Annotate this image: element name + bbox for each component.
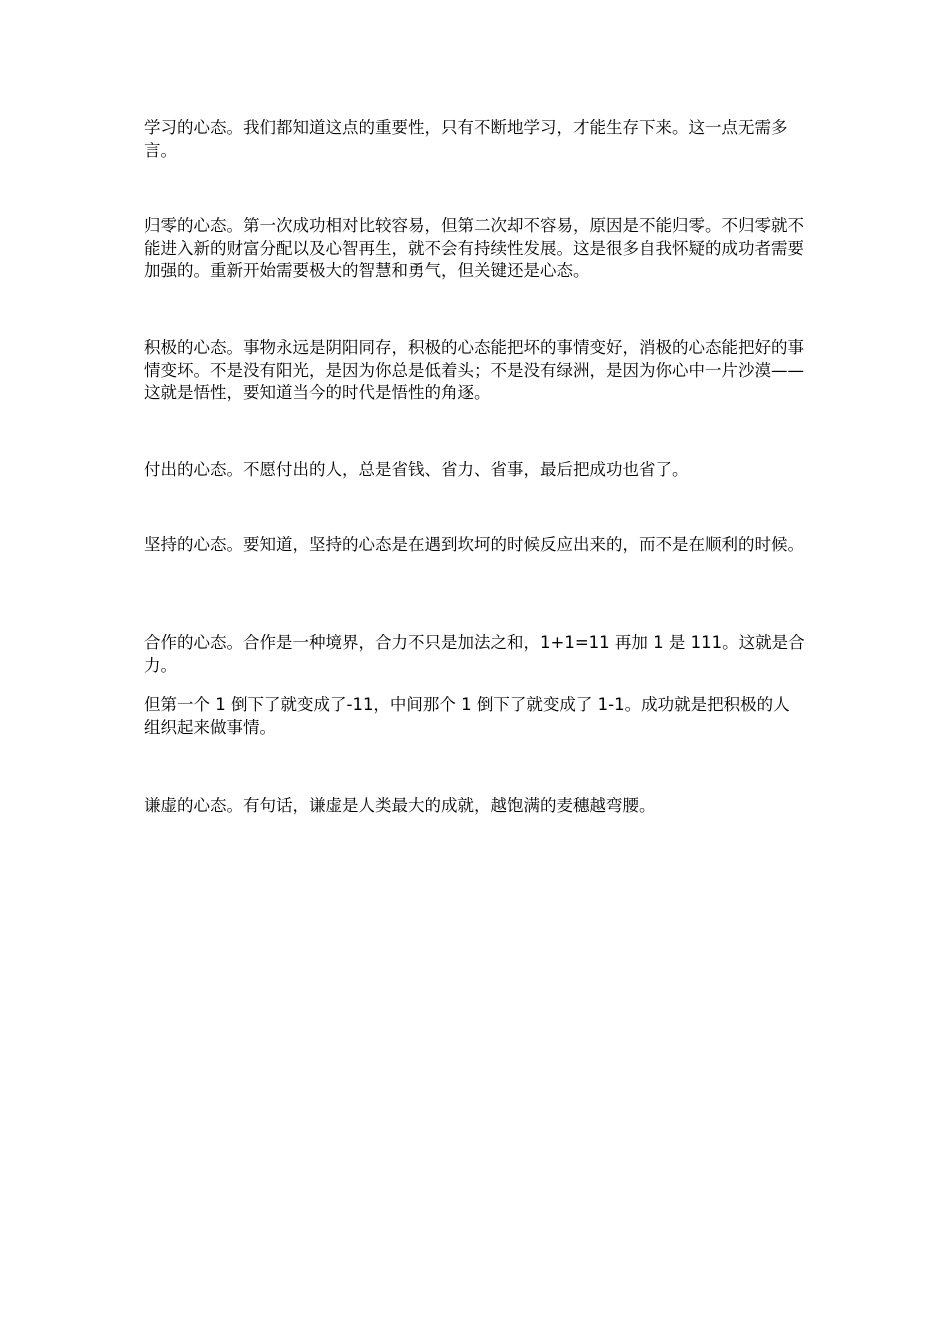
paragraph-persistence-mindset: 坚持的心态。要知道，坚持的心态是在遇到坎坷的时候反应出来的，而不是在顺利的时候。 — [144, 535, 804, 554]
paragraph-positive-mindset: 积极的心态。事物永远是阴阳同存，积极的心态能把坏的事情变好，消极的心态能把好的事情变坏。不是没有阳光，是因为你总是低着头；不是没有绿洲，是因为你心中一片沙漠——这就是悟性，要知道当今的时代是悟性的角逐。 — [144, 338, 804, 402]
paragraph-cooperation-mindset: 合作的心态。合作是一种境界，合力不只是加法之和，1+1=11 再加 1 是 111。这就是合力。 — [144, 633, 805, 675]
paragraph-learning-mindset: 学习的心态。我们都知道这点的重要性，只有不断地学习，才能生存下来。这一点无需多言。 — [144, 118, 788, 160]
paragraph-giving-mindset: 付出的心态。不愿付出的人，总是省钱、省力、省事，最后把成功也省了。 — [144, 460, 689, 479]
paragraph-reset-mindset: 归零的心态。第一次成功相对比较容易，但第二次却不容易，原因是不能归零。不归零就不能进入新的财富分配以及心智再生，就不会有持续性发展。这是很多自我怀疑的成功者需要加强的。重新开始需要极大的智慧和勇气，但关键还是心态。 — [144, 216, 804, 280]
paragraph-cooperation-continued: 但第一个 1 倒下了就变成了-11，中间那个 1 倒下了就变成了 1-1。成功就是把积极的人组织起来做事情。 — [144, 695, 790, 737]
paragraph-humility-mindset: 谦虚的心态。有句话，谦虚是人类最大的成就，越饱满的麦穗越弯腰。 — [144, 796, 656, 815]
